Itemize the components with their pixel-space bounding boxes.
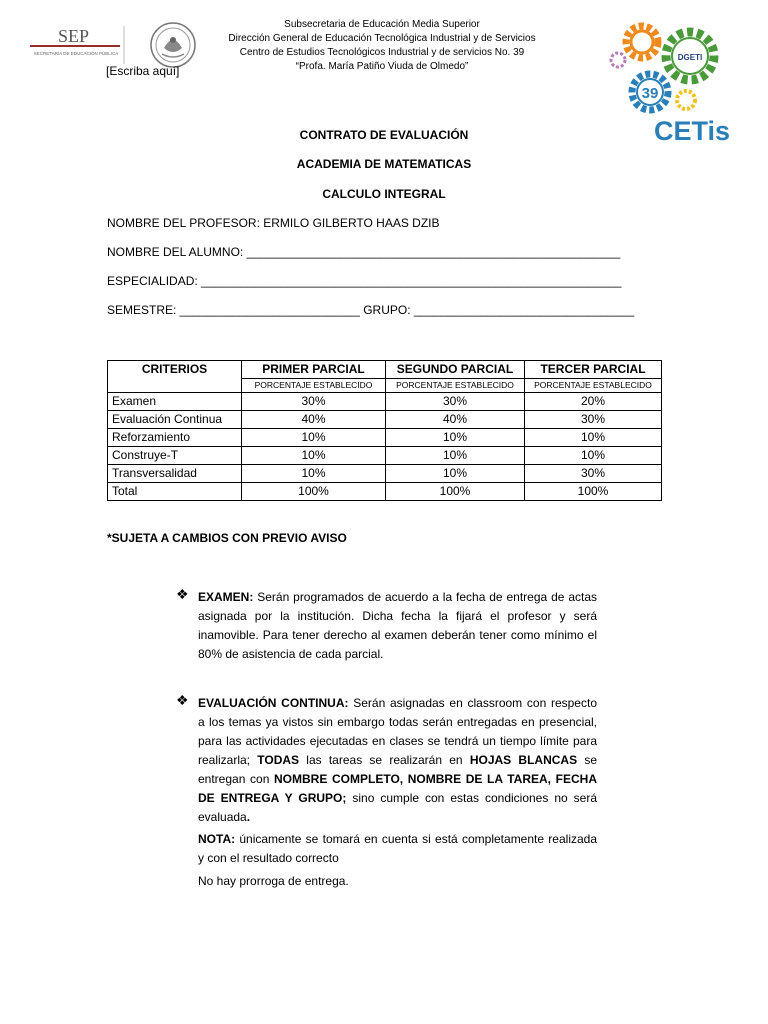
subheader-cell: PORCENTAJE ESTABLECIDO — [386, 379, 525, 393]
evaluacion-bold: . — [246, 810, 251, 824]
specialty-field[interactable]: ESPECIALIDAD: _______________________________________________________________ — [107, 274, 622, 288]
header-line: Subsecretaria de Educación Media Superior — [284, 19, 480, 30]
evaluacion-text: las tareas se realizarán en — [299, 753, 470, 767]
orange-gear-icon — [626, 26, 658, 58]
value-cell: 100% — [242, 483, 386, 501]
subheader-cell: PORCENTAJE ESTABLECIDO — [525, 379, 662, 393]
evaluacion-bold: TODAS — [257, 753, 300, 767]
purple-gear-icon — [611, 53, 625, 67]
value-cell: 10% — [525, 447, 662, 465]
value-cell: 10% — [242, 447, 386, 465]
value-cell: 30% — [386, 393, 525, 411]
table-header-row — [108, 361, 662, 379]
evaluacion-bold: NOMBRE COMPLETO, NOMBRE DE LA TAREA, FECHA DE ENTREGA Y GRUPO; — [198, 772, 597, 805]
cetis-logo-text: CETis — [654, 116, 731, 146]
prorroga-text: No hay prorroga de entrega. — [198, 874, 349, 888]
examen-text: Serán programados de acuerdo a la fecha de entrega de actas asignada por la institución. Dicha fecha la fijará el profesor y será inamovible. Para tener derecho al examen deberán tener como mínimo el 80% de asistencia de cada parcial. — [198, 590, 597, 661]
header-segundo-parcial: SEGUNDO PARCIAL — [386, 361, 525, 379]
evaluacion-paragraph — [198, 694, 597, 827]
cetis-number: 39 — [641, 85, 659, 102]
table-row — [108, 411, 662, 429]
diamond-bullet-icon: ❖ — [176, 586, 189, 602]
table-row — [108, 393, 662, 411]
table-row — [108, 483, 662, 501]
sep-logo-text: SEP — [58, 26, 90, 46]
evaluacion-bold: HOJAS BLANCAS — [469, 753, 578, 767]
criteria-cell: Construye-T — [108, 447, 242, 465]
value-cell: 10% — [386, 465, 525, 483]
table-row — [108, 447, 662, 465]
evaluacion-text: sino cumple con estas condiciones no será evaluada — [198, 791, 597, 824]
header-primer-parcial: PRIMER PARCIAL — [242, 361, 386, 379]
header-placeholder[interactable]: [Escriba aquí] — [106, 64, 180, 78]
contract-title: CONTRATO DE EVALUACIÓN — [299, 128, 469, 142]
subheader-cell: PORCENTAJE ESTABLECIDO — [242, 379, 386, 393]
value-cell: 30% — [525, 411, 662, 429]
value-cell: 10% — [242, 465, 386, 483]
value-cell: 20% — [525, 393, 662, 411]
dgeti-text: DGETI — [677, 53, 703, 62]
diamond-bullet-icon: ❖ — [176, 692, 189, 708]
evaluation-criteria-table — [107, 360, 662, 501]
national-seal-icon — [148, 20, 198, 70]
change-notice: *SUJETA A CAMBIOS CON PREVIO AVISO — [107, 531, 347, 545]
value-cell: 30% — [242, 393, 386, 411]
value-cell: 10% — [525, 429, 662, 447]
table-row — [108, 429, 662, 447]
header-line: Centro de Estudios Tecnológicos Industrial y de servicios No. 39 — [239, 47, 525, 58]
nota-paragraph — [198, 830, 597, 868]
header-line: Dirección General de Educación Tecnológica Industrial y de Servicios — [228, 33, 536, 44]
evaluacion-label: EVALUACIÓN CONTINUA: — [198, 696, 349, 710]
table-row — [108, 465, 662, 483]
header-criterios: CRITERIOS — [108, 361, 242, 393]
examen-paragraph — [198, 588, 597, 664]
nota-label: NOTA: — [198, 832, 236, 846]
header-tercer-parcial: TERCER PARCIAL — [525, 361, 662, 379]
semester-group-field[interactable]: SEMESTRE: ___________________________ GRUPO: _________________________________ — [107, 303, 635, 317]
criteria-cell: Transversalidad — [108, 465, 242, 483]
blue-gear-icon — [632, 74, 668, 110]
evaluacion-text: se entregan con — [198, 753, 597, 786]
sep-logo — [24, 24, 128, 66]
value-cell: 40% — [386, 411, 525, 429]
nota-text: únicamente se tomará en cuenta si está completamente realizada y con el resultado correcto — [198, 832, 597, 865]
institution-header — [200, 18, 564, 74]
criteria-cell: Evaluación Continua — [108, 411, 242, 429]
sep-logo-sub: SECRETARÍA DE EDUCACIÓN PÚBLICA — [33, 51, 119, 56]
criteria-cell: Reforzamiento — [108, 429, 242, 447]
value-cell: 40% — [242, 411, 386, 429]
value-cell: 100% — [386, 483, 525, 501]
teacher-name-field: NOMBRE DEL PROFESOR: ERMILO GILBERTO HAAS DZIB — [107, 216, 440, 230]
criteria-cell: Examen — [108, 393, 242, 411]
student-name-field[interactable]: NOMBRE DEL ALUMNO: ________________________________________________________ — [107, 245, 621, 259]
value-cell: 10% — [386, 447, 525, 465]
value-cell: 10% — [242, 429, 386, 447]
subject-title: CALCULO INTEGRAL — [322, 187, 446, 201]
evaluacion-text: Serán asignadas en classroom con respecto a los temas ya vistos sin embargo todas serán entregadas en presencial, para las actividades ejecutadas en clases se tendrá un tiempo límite para realizarla; — [198, 696, 597, 767]
value-cell: 30% — [525, 465, 662, 483]
value-cell: 10% — [386, 429, 525, 447]
green-gear-icon — [666, 32, 714, 80]
header-line: “Profa. María Patiño Viuda de Olmedo” — [295, 61, 469, 72]
academy-title: ACADEMIA DE MATEMATICAS — [296, 157, 472, 171]
criteria-cell: Total — [108, 483, 242, 501]
yellow-gear-icon — [677, 91, 695, 109]
examen-label: EXAMEN: — [198, 590, 254, 604]
value-cell: 100% — [525, 483, 662, 501]
